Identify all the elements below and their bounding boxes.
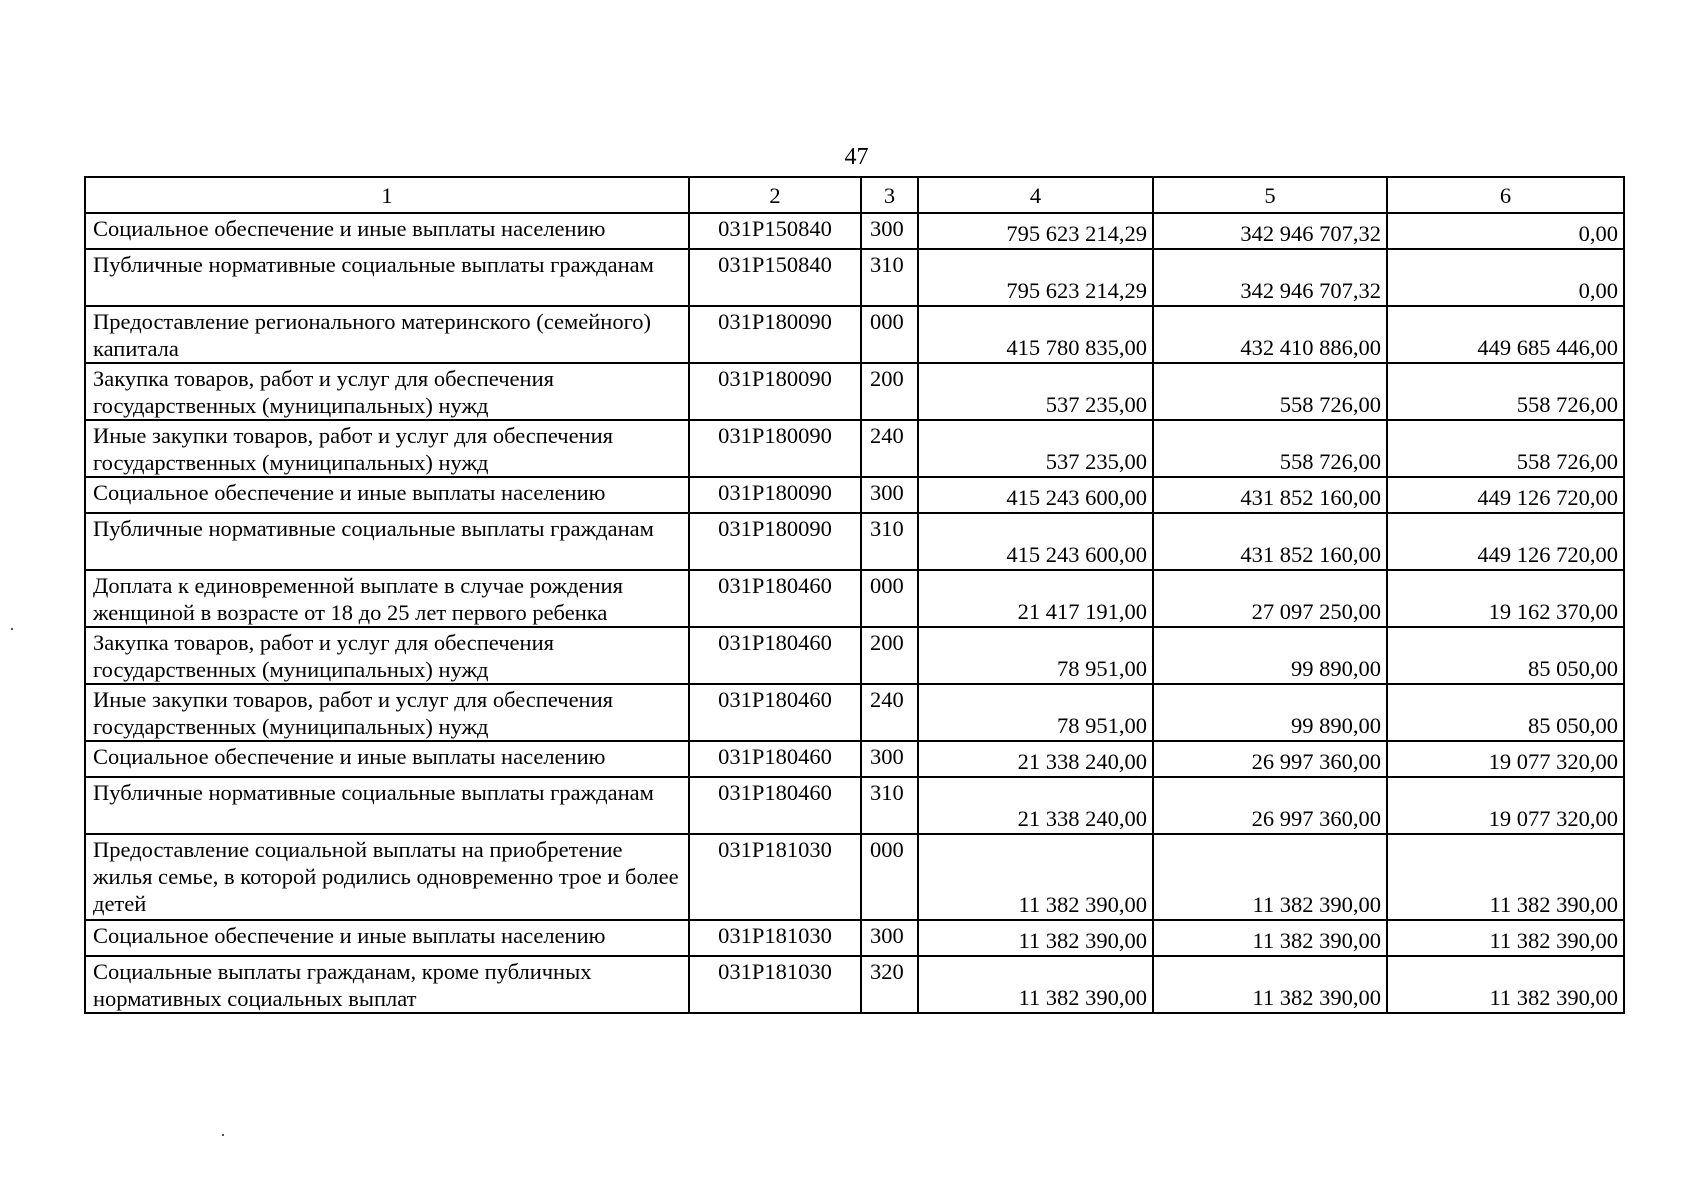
- amount-col6-cell: 85 050,00: [1387, 627, 1624, 684]
- expense-type-cell: 300: [861, 477, 918, 513]
- table-row: [85, 920, 1624, 956]
- amount-col5-cell: 342 946 707,32: [1153, 249, 1387, 306]
- table-row: [85, 477, 1624, 513]
- table-row: [85, 213, 1624, 249]
- expense-name-cell: Иные закупки товаров, работ и услуг для обеспечения государственных (муниципальных) нужд: [85, 684, 689, 741]
- table-row: [85, 363, 1624, 420]
- expense-name-cell: Закупка товаров, работ и услуг для обеспечения государственных (муниципальных) нужд: [85, 363, 689, 420]
- expense-type-cell: 240: [861, 684, 918, 741]
- amount-col5-cell: 99 890,00: [1153, 627, 1387, 684]
- expense-name-cell: Социальное обеспечение и иные выплаты населению: [85, 920, 689, 956]
- amount-col5-cell: 11 382 390,00: [1153, 834, 1387, 920]
- amount-col6-cell: 449 126 720,00: [1387, 477, 1624, 513]
- expense-type-cell: 310: [861, 249, 918, 306]
- expense-name-cell: Публичные нормативные социальные выплаты гражданам: [85, 777, 689, 834]
- expense-type-cell: 200: [861, 627, 918, 684]
- page-number: 47: [844, 144, 869, 170]
- table-row: [85, 420, 1624, 477]
- target-code-cell: 031P150840: [689, 213, 861, 249]
- target-code-cell: 031P181030: [689, 956, 861, 1013]
- amount-col6-cell: 11 382 390,00: [1387, 956, 1624, 1013]
- scan-speck: [222, 1134, 224, 1136]
- target-code-cell: 031P181030: [689, 834, 861, 920]
- expense-name-cell: Социальное обеспечение и иные выплаты населению: [85, 477, 689, 513]
- table-row: [85, 956, 1624, 1013]
- target-code-cell: 031P180460: [689, 684, 861, 741]
- expense-name-cell: Доплата к единовременной выплате в случае рождения женщиной в возрасте от 18 до 25 лет первого ребенка: [85, 570, 689, 627]
- amount-col6-cell: 85 050,00: [1387, 684, 1624, 741]
- amount-col4-cell: 11 382 390,00: [918, 834, 1153, 920]
- amount-col4-cell: 21 338 240,00: [918, 777, 1153, 834]
- expense-type-cell: 000: [861, 834, 918, 920]
- amount-col5-cell: 558 726,00: [1153, 363, 1387, 420]
- amount-col4-cell: 21 417 191,00: [918, 570, 1153, 627]
- expense-name-cell: Социальное обеспечение и иные выплаты населению: [85, 741, 689, 777]
- amount-col5-cell: 11 382 390,00: [1153, 920, 1387, 956]
- expense-name-cell: Предоставление регионального материнского (семейного) капитала: [85, 306, 689, 363]
- target-code-cell: 031P180090: [689, 420, 861, 477]
- amount-col4-cell: 21 338 240,00: [918, 741, 1153, 777]
- column-header: 3: [861, 177, 918, 213]
- amount-col5-cell: 99 890,00: [1153, 684, 1387, 741]
- expense-type-cell: 310: [861, 777, 918, 834]
- expense-name-cell: Публичные нормативные социальные выплаты гражданам: [85, 513, 689, 570]
- expense-name-cell: Социальное обеспечение и иные выплаты населению: [85, 213, 689, 249]
- expense-type-cell: 300: [861, 920, 918, 956]
- target-code-cell: 031P181030: [689, 920, 861, 956]
- expense-type-cell: 310: [861, 513, 918, 570]
- target-code-cell: 031P180460: [689, 777, 861, 834]
- amount-col4-cell: 11 382 390,00: [918, 956, 1153, 1013]
- amount-col5-cell: 432 410 886,00: [1153, 306, 1387, 363]
- amount-col6-cell: 449 685 446,00: [1387, 306, 1624, 363]
- table-row: [85, 249, 1624, 306]
- amount-col6-cell: 0,00: [1387, 249, 1624, 306]
- amount-col4-cell: 415 780 835,00: [918, 306, 1153, 363]
- expense-type-cell: 300: [861, 741, 918, 777]
- table-row: [85, 834, 1624, 920]
- expense-type-cell: 300: [861, 213, 918, 249]
- target-code-cell: 031P180090: [689, 306, 861, 363]
- table-row: [85, 627, 1624, 684]
- target-code-cell: 031P180090: [689, 477, 861, 513]
- expense-type-cell: 320: [861, 956, 918, 1013]
- table-body: [85, 213, 1624, 1013]
- table-row: [85, 570, 1624, 627]
- target-code-cell: 031P180090: [689, 513, 861, 570]
- column-header: 5: [1153, 177, 1387, 213]
- amount-col5-cell: 431 852 160,00: [1153, 513, 1387, 570]
- amount-col6-cell: 11 382 390,00: [1387, 920, 1624, 956]
- column-header: 2: [689, 177, 861, 213]
- target-code-cell: 031P150840: [689, 249, 861, 306]
- expense-name-cell: Предоставление социальной выплаты на приобретение жилья семье, в которой родились одновременно трое и более детей: [85, 834, 689, 920]
- expense-name-cell: Иные закупки товаров, работ и услуг для обеспечения государственных (муниципальных) нужд: [85, 420, 689, 477]
- scan-speck: [11, 628, 13, 630]
- target-code-cell: 031P180460: [689, 570, 861, 627]
- amount-col4-cell: 537 235,00: [918, 420, 1153, 477]
- budget-table: [84, 176, 1625, 1014]
- amount-col5-cell: 11 382 390,00: [1153, 956, 1387, 1013]
- amount-col5-cell: 342 946 707,32: [1153, 213, 1387, 249]
- amount-col5-cell: 26 997 360,00: [1153, 741, 1387, 777]
- expense-type-cell: 000: [861, 306, 918, 363]
- amount-col6-cell: 11 382 390,00: [1387, 834, 1624, 920]
- header-row: [85, 177, 1624, 213]
- target-code-cell: 031P180090: [689, 363, 861, 420]
- amount-col6-cell: 558 726,00: [1387, 420, 1624, 477]
- amount-col4-cell: 78 951,00: [918, 627, 1153, 684]
- amount-col5-cell: 27 097 250,00: [1153, 570, 1387, 627]
- amount-col6-cell: 19 162 370,00: [1387, 570, 1624, 627]
- amount-col4-cell: 415 243 600,00: [918, 513, 1153, 570]
- expense-type-cell: 000: [861, 570, 918, 627]
- amount-col4-cell: 795 623 214,29: [918, 213, 1153, 249]
- expense-type-cell: 200: [861, 363, 918, 420]
- table-row: [85, 513, 1624, 570]
- target-code-cell: 031P180460: [689, 741, 861, 777]
- table-row: [85, 306, 1624, 363]
- amount-col6-cell: 449 126 720,00: [1387, 513, 1624, 570]
- table-row: [85, 741, 1624, 777]
- amount-col4-cell: 415 243 600,00: [918, 477, 1153, 513]
- amount-col5-cell: 431 852 160,00: [1153, 477, 1387, 513]
- amount-col6-cell: 558 726,00: [1387, 363, 1624, 420]
- amount-col6-cell: 19 077 320,00: [1387, 741, 1624, 777]
- table-row: [85, 684, 1624, 741]
- expense-name-cell: Закупка товаров, работ и услуг для обеспечения государственных (муниципальных) нужд: [85, 627, 689, 684]
- target-code-cell: 031P180460: [689, 627, 861, 684]
- column-header: 4: [918, 177, 1153, 213]
- amount-col4-cell: 795 623 214,29: [918, 249, 1153, 306]
- amount-col6-cell: 19 077 320,00: [1387, 777, 1624, 834]
- amount-col5-cell: 26 997 360,00: [1153, 777, 1387, 834]
- amount-col4-cell: 537 235,00: [918, 363, 1153, 420]
- amount-col4-cell: 78 951,00: [918, 684, 1153, 741]
- expense-name-cell: Публичные нормативные социальные выплаты гражданам: [85, 249, 689, 306]
- amount-col4-cell: 11 382 390,00: [918, 920, 1153, 956]
- amount-col5-cell: 558 726,00: [1153, 420, 1387, 477]
- table-header: [85, 177, 1624, 213]
- expense-name-cell: Социальные выплаты гражданам, кроме публичных нормативных социальных выплат: [85, 956, 689, 1013]
- expense-type-cell: 240: [861, 420, 918, 477]
- column-header: 1: [85, 177, 689, 213]
- table-row: [85, 777, 1624, 834]
- column-header: 6: [1387, 177, 1624, 213]
- amount-col6-cell: 0,00: [1387, 213, 1624, 249]
